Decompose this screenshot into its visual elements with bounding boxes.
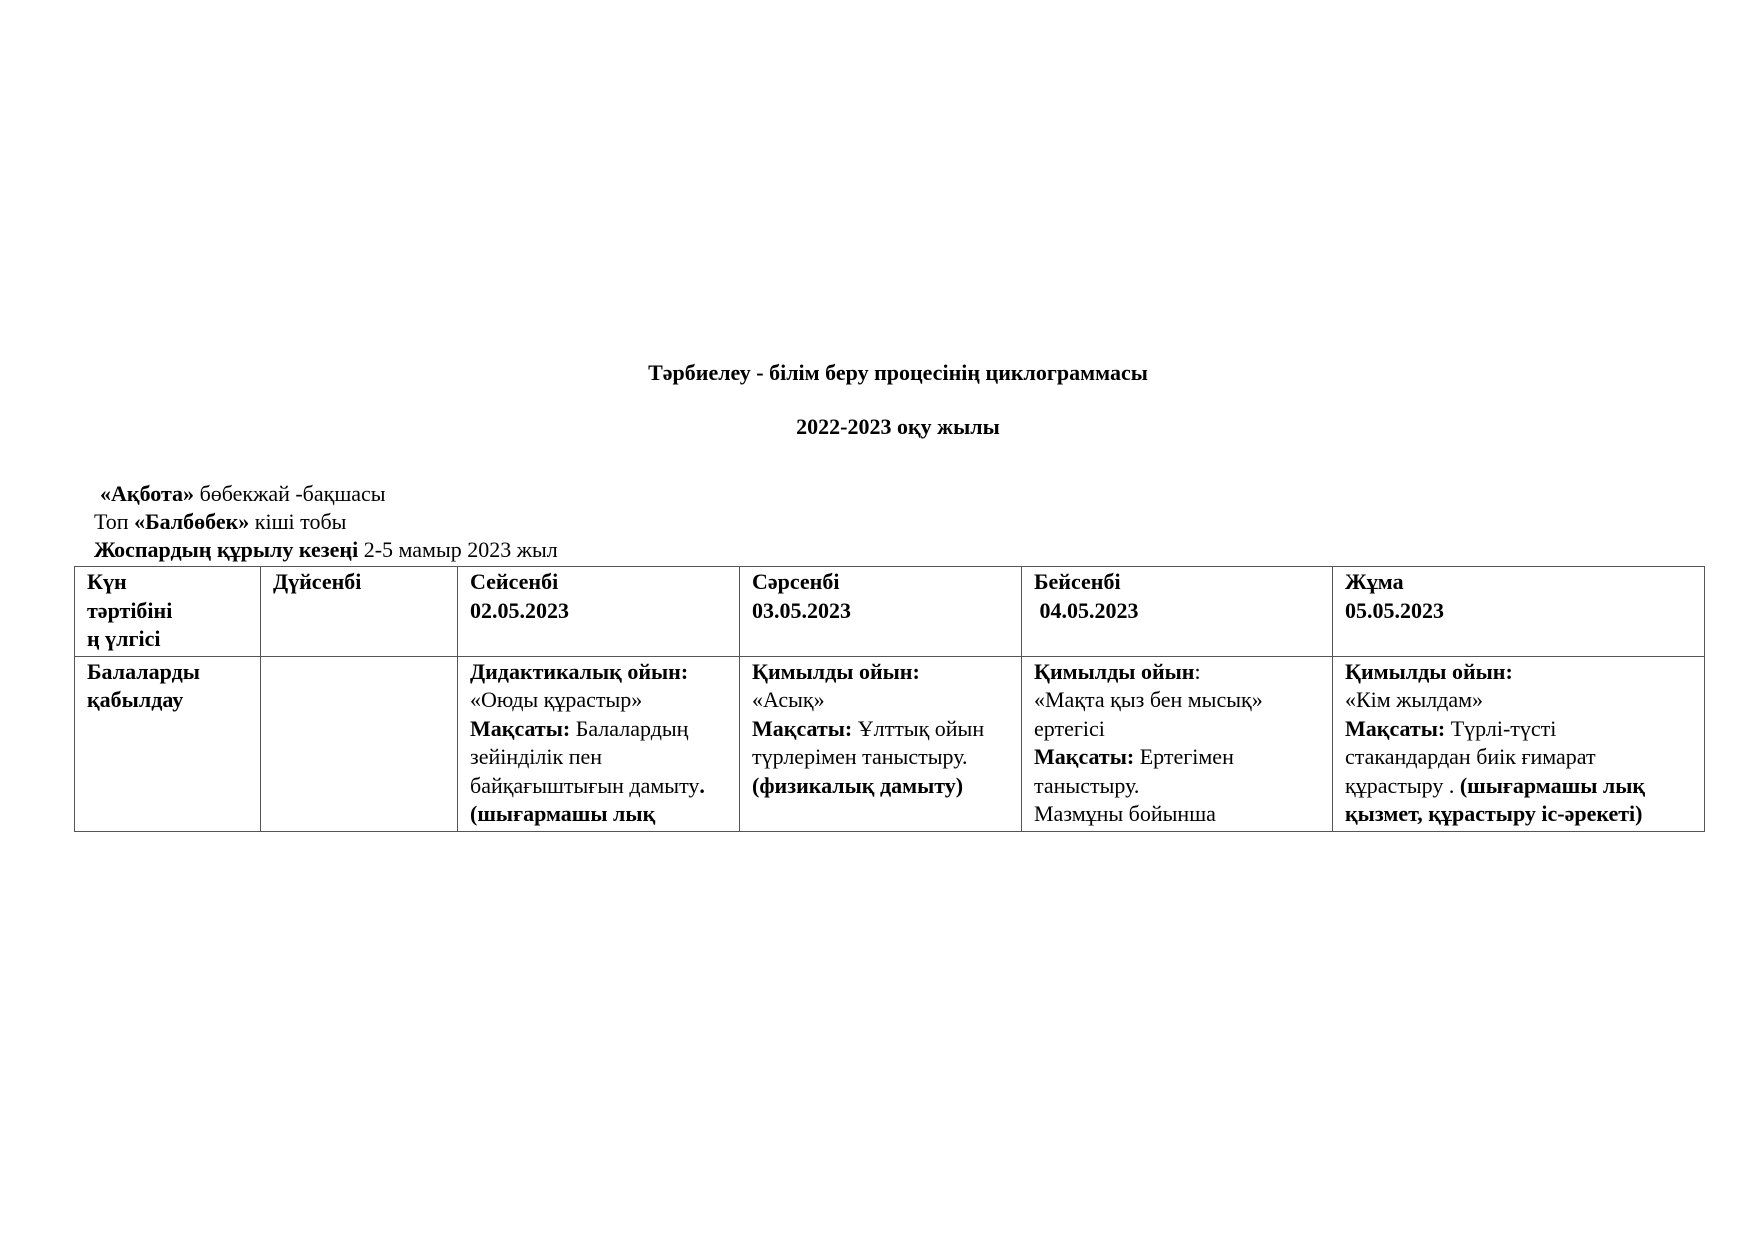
header-routine-line: ң үлгісі: [87, 626, 161, 651]
period-value: 2-5 мамыр 2023 жыл: [358, 537, 558, 562]
friday-goal-label: Мақсаты:: [1345, 715, 1446, 741]
cell-tuesday: [458, 656, 740, 831]
period-label: Жоспардың құрылу кезеңі: [94, 537, 359, 562]
wednesday-label: Сәрсенбі: [752, 569, 840, 594]
friday-activity: Қимылды ойын:: [1345, 658, 1513, 684]
thursday-date: 04.05.2023: [1034, 597, 1139, 623]
tuesday-date: 02.05.2023: [470, 597, 569, 623]
group-line: [94, 508, 346, 536]
wednesday-tag: (физикалық дамыту): [752, 772, 964, 798]
tuesday-goal-text: байқағыштығын дамыту: [470, 772, 700, 798]
friday-goal-line: [1345, 715, 1700, 744]
tuesday-goal-line: [470, 772, 735, 801]
thursday-activity-line: [1034, 658, 1328, 687]
row-routine: [75, 656, 261, 831]
thursday-game-name: «Мақта қыз бен мысық»: [1034, 687, 1263, 712]
tuesday-tag: (шығармашы лық: [470, 801, 656, 826]
tuesday-goal-dot: .: [699, 772, 705, 798]
friday-date: 05.05.2023: [1345, 597, 1444, 623]
wednesday-goal-label: Мақсаты:: [752, 715, 853, 741]
friday-tag: қызмет, құрастыру іс-әрекеті): [1345, 801, 1643, 826]
thursday-goal-text: таныстыру.: [1034, 772, 1140, 798]
kindergarten-type: бөбекжай -бақшасы: [194, 481, 386, 506]
header-routine-line: Күн: [87, 569, 127, 594]
kindergarten-line: [100, 480, 386, 508]
friday-game-name: «Кім жылдам»: [1345, 687, 1484, 712]
wednesday-activity: Қимылды ойын:: [752, 658, 920, 684]
wednesday-date: 03.05.2023: [752, 597, 851, 623]
group-name: «Балбөбек»: [134, 509, 250, 534]
kindergarten-name: «Ақбота»: [100, 481, 195, 506]
thursday-activity-colon: :: [1194, 658, 1201, 684]
header-friday: [1333, 567, 1705, 657]
tuesday-label: Сейсенбі: [470, 569, 559, 594]
friday-goal-line: [1345, 772, 1700, 801]
group-suffix: кіші тобы: [249, 509, 347, 534]
header-routine: [75, 567, 261, 657]
thursday-game-name: ертегісі: [1034, 715, 1105, 741]
document-title: Тәрбиелеу - білім беру процесінің циклограммасы: [648, 360, 1148, 385]
header-thursday: [1022, 567, 1333, 657]
wednesday-goal-text: Ұлттық ойын: [852, 715, 985, 741]
monday-label: Дүйсенбі: [273, 569, 362, 594]
tuesday-activity: Дидактикалық ойын:: [470, 658, 689, 684]
friday-goal-text: стакандардан биік ғимарат: [1345, 744, 1596, 769]
tuesday-goal-line: [470, 715, 735, 744]
thursday-goal-text: Ертегімен: [1134, 744, 1234, 769]
routine-line: қабылдау: [87, 687, 184, 712]
wednesday-game-name: «Асық»: [752, 687, 825, 712]
thursday-goal-label: Мақсаты:: [1034, 744, 1135, 769]
tuesday-goal-label: Мақсаты:: [470, 715, 571, 741]
friday-goal-text: Түрлі-түсті: [1445, 715, 1557, 741]
header-routine-line: тәртібіні: [87, 597, 173, 623]
tuesday-goal-text: зейінділік пен: [470, 744, 603, 769]
wednesday-goal-text: түрлерімен таныстыру.: [752, 744, 968, 769]
table-header-row: [75, 567, 1705, 657]
friday-goal-text: құрастыру .: [1345, 772, 1460, 798]
friday-tag: (шығармашы лық: [1459, 772, 1646, 798]
routine-line: Балаларды: [87, 658, 200, 684]
table-row: [75, 656, 1705, 831]
cell-friday: [1333, 656, 1705, 831]
thursday-label: Бейсенбі: [1034, 569, 1121, 594]
period-line: [94, 536, 558, 564]
thursday-activity: Қимылды ойын: [1034, 658, 1195, 684]
academic-year: 2022-2023 оқу жылы: [796, 414, 1000, 439]
group-prefix: Топ: [94, 509, 135, 534]
cell-wednesday: [740, 656, 1022, 831]
schedule-table: [74, 566, 1705, 832]
thursday-goal-text: Мазмұны бойынша: [1034, 801, 1216, 826]
tuesday-game-name: «Оюды құрастыр»: [470, 687, 643, 712]
cell-thursday: [1022, 656, 1333, 831]
cell-monday: [261, 656, 458, 831]
wednesday-goal-line: [752, 715, 1017, 744]
header-wednesday: [740, 567, 1022, 657]
friday-label: Жұма: [1345, 569, 1404, 594]
tuesday-goal-text: Балалардың: [570, 715, 689, 741]
thursday-goal-line: [1034, 743, 1328, 772]
header-tuesday: [458, 567, 740, 657]
header-monday: [261, 567, 458, 657]
